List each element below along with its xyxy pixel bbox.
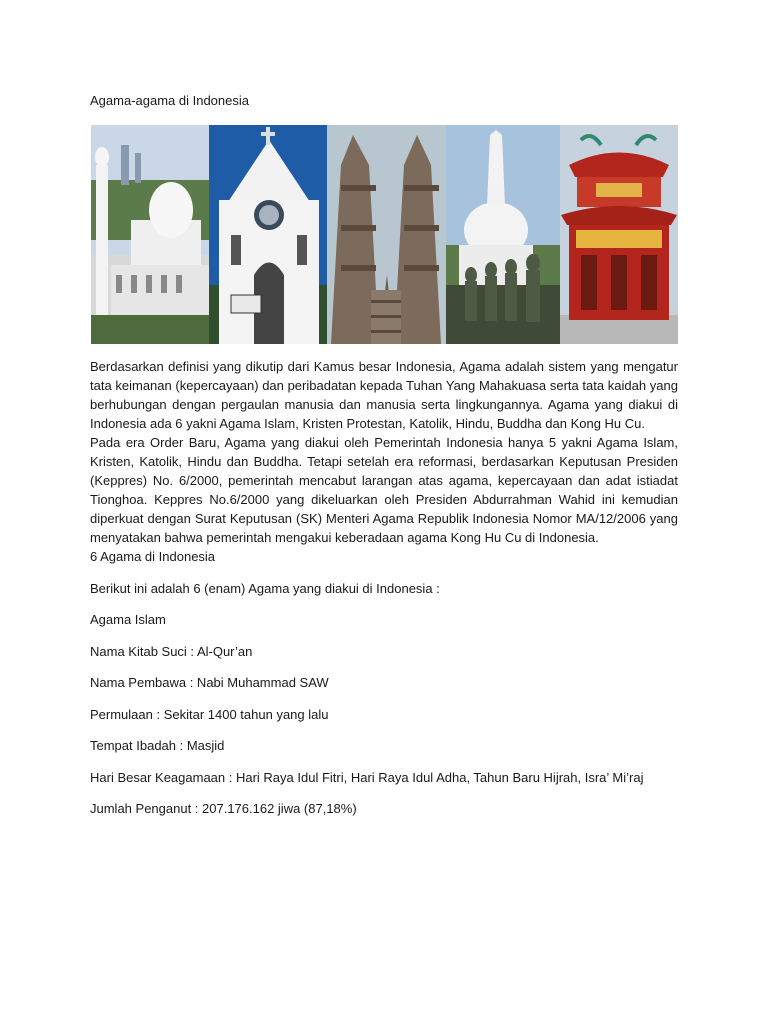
detail-jumlah-penganut: Jumlah Penganut : 207.176.162 jiwa (87,18%): [90, 801, 357, 816]
klenteng-panel: [560, 125, 678, 344]
document-body: [90, 357, 678, 831]
pagoda-panel: [446, 125, 560, 344]
mosque-panel: [91, 125, 209, 344]
detail-hari-besar: Hari Besar Keagamaan : Hari Raya Idul Fitri, Hari Raya Idul Adha, Tahun Baru Hijrah, Isra’ Mi’raj: [90, 769, 644, 785]
detail-kitab: Nama Kitab Suci : Al-Qur’an: [90, 643, 253, 659]
religion-name: Agama Islam: [90, 612, 166, 627]
paragraph-definition: Berdasarkan definisi yang dikutip dari Kamus besar Indonesia, Agama adalah sistem yang mengatur tata keimanan (kepercayaan) dan peribadatan kepada Tuhan Yang Mahakuasa serta tata kaidah yang berhubungan dengan pergaulan manusia dan manusia serta lingkungannya. Agama yang diakui di Indonesia ada 6 yakni Agama Islam, Kristen Protestan, Katolik, Hindu, Buddha dan Kong Hu Cu.: [90, 359, 678, 431]
section-heading: 6 Agama di Indonesia: [90, 549, 216, 564]
document-title: Agama-agama di Indonesia: [90, 93, 249, 108]
paragraph-history: Pada era Order Baru, Agama yang diakui oleh Pemerintah Indonesia hanya 5 yakni Agama Islam, Kristen, Katolik, Hindu dan Buddha. Tetapi setelah era reformasi, berdasarkan Keputusan Presiden (Keppres) No. 6/2000, pemerintah mencabut larangan atas agama, kepercayaan dan adat istiadat Tionghoa. Keppres No.6/2000 yang dikeluarkan oleh Presiden Abdurrahman Wahid ini kemudian diperkuat dengan Surat Keputusan (SK) Menteri Agama Republik Indonesia Nomor MA/12/2006 yang menyatakan bahwa pemerintah mengakui keberadaan agama Kong Hu Cu di Indonesia.: [90, 435, 678, 545]
pura-panel: [327, 125, 446, 344]
detail-tempat-ibadah: Tempat Ibadah : Masjid: [90, 738, 225, 753]
worship-places-collage: [91, 125, 678, 344]
collage-image: [91, 125, 678, 344]
detail-pembawa: Nama Pembawa : Nabi Muhammad SAW: [90, 675, 329, 690]
church-panel: [209, 125, 327, 344]
detail-permulaan: Permulaan : Sekitar 1400 tahun yang lalu: [90, 706, 329, 722]
intro-text: Berikut ini adalah 6 (enam) Agama yang diakui di Indonesia :: [90, 580, 440, 596]
